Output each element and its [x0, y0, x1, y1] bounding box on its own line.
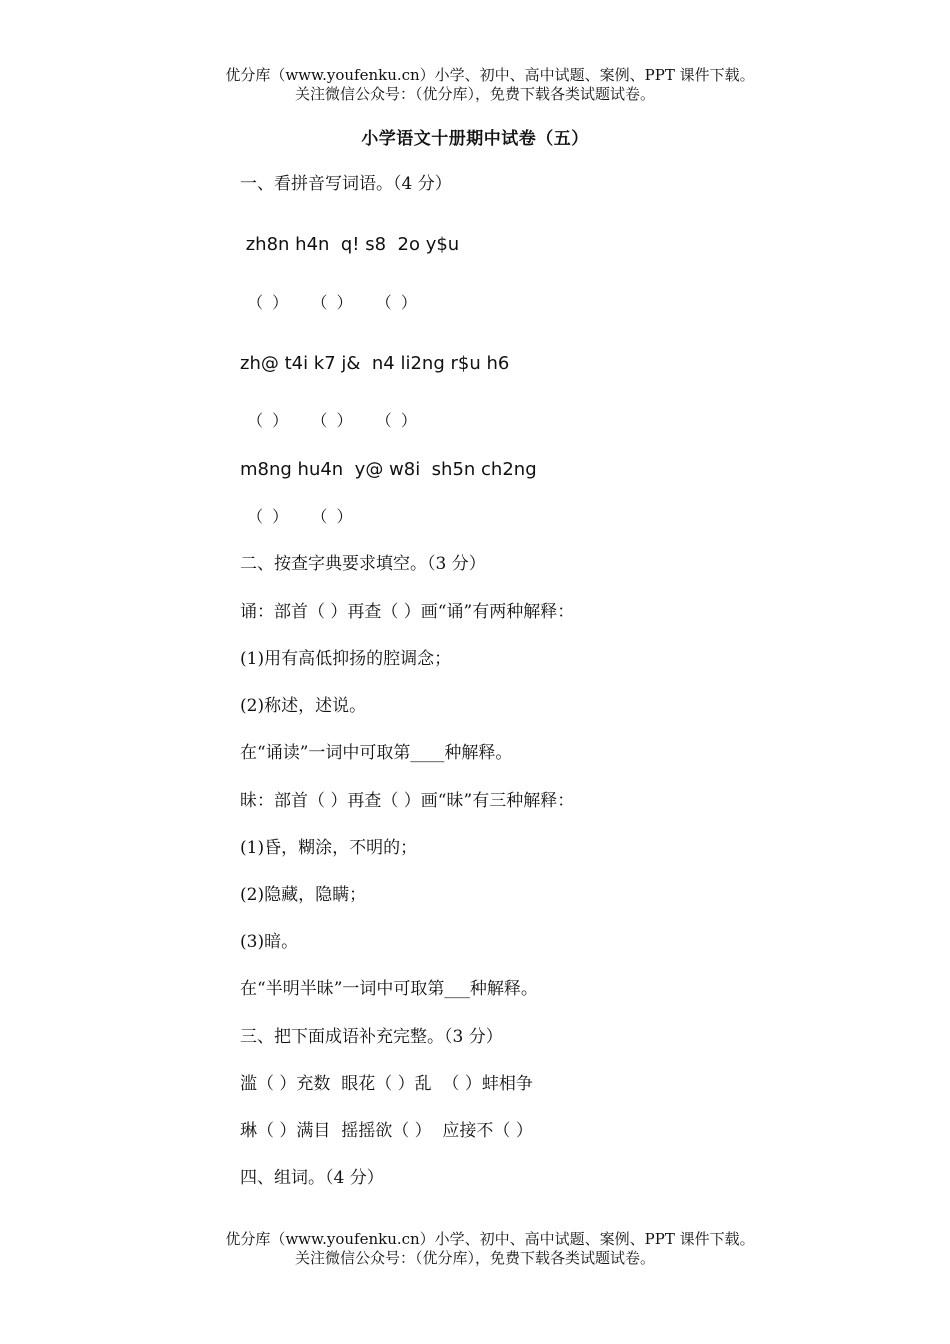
- section-3-heading: 三、把下面成语补充完整。（3 分）: [240, 1027, 503, 1047]
- definition-1-2: (2)称述，述说。: [240, 696, 367, 716]
- pinyin-row-3: m8ng hu4n y@ w8i sh5n ch2ng: [240, 459, 537, 480]
- page-title: 小学语文十册期中试卷（五）: [361, 129, 589, 149]
- definition-1-1: (1)用有高低抑扬的腔调念；: [240, 649, 452, 669]
- pinyin-row-1: zh8n h4n q! s8 2o y$u: [240, 234, 460, 255]
- page-footer: [0, 1230, 950, 1268]
- definition-2-1: (1)昏，糊涂，不明的；: [240, 838, 418, 858]
- section-4-heading: 四、组词。（4 分）: [240, 1168, 384, 1188]
- page-header: [0, 66, 950, 104]
- idiom-row-1: 滥（ ）充数 眼花（ ）乱 （ ）蚌相争: [240, 1074, 533, 1094]
- blank-row-2: （ ） （ ） （ ）: [240, 411, 419, 430]
- section-1-heading: 一、看拼音写词语。（4 分）: [240, 174, 452, 194]
- dictionary-question-1: 诵：部首（ ）再查（ ）画“诵”有两种解释：: [240, 602, 575, 622]
- footer-line-1: 优分库（www.youfenku.cn）小学、初中、高中试题、案例、PPT 课件下载。: [225, 1230, 755, 1248]
- definition-2-3: (3)暗。: [240, 932, 299, 952]
- header-line-2: 关注微信公众号：（优分库），免费下载各类试题试卷。: [294, 85, 655, 103]
- dictionary-answer-1: 在“诵读”一词中可取第____种解释。: [240, 743, 513, 763]
- header-line-1: 优分库（www.youfenku.cn）小学、初中、高中试题、案例、PPT 课件下载。: [225, 66, 755, 84]
- pinyin-row-2: zh@ t4i k7 j& n4 li2ng r$u h6: [240, 353, 510, 374]
- idiom-row-2: 琳（ ）满目 摇摇欲（ ） 应接不（ ）: [240, 1121, 533, 1141]
- footer-line-2: 关注微信公众号：（优分库），免费下载各类试题试卷。: [294, 1249, 655, 1267]
- dictionary-question-2: 昧：部首（ ）再查（ ）画“昧”有三种解释：: [240, 791, 575, 811]
- definition-2-2: (2)隐藏，隐瞒；: [240, 885, 367, 905]
- section-2-heading: 二、按查字典要求填空。（3 分）: [240, 554, 486, 574]
- dictionary-answer-2: 在“半明半昧”一词中可取第___种解释。: [240, 979, 538, 999]
- blank-row-3: （ ） （ ）: [240, 507, 355, 526]
- blank-row-1: （ ） （ ） （ ）: [240, 293, 419, 312]
